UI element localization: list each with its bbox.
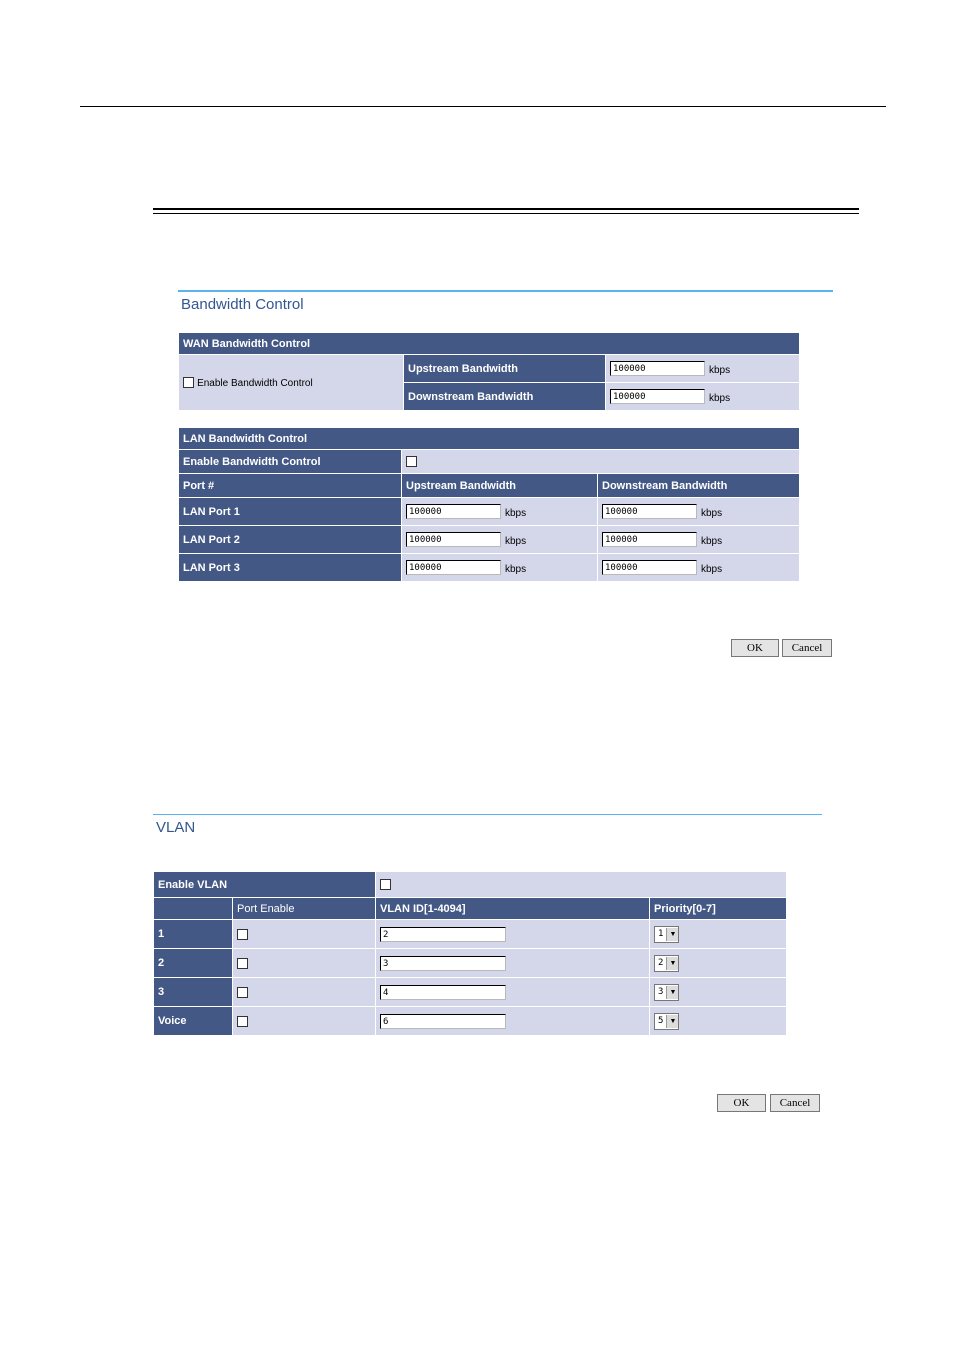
lan-port-label: LAN Port 1: [179, 498, 402, 526]
vlan-ok-button[interactable]: OK: [717, 1094, 766, 1112]
lan-upstream-input[interactable]: 100000: [406, 504, 501, 519]
bandwidth-title-bar: [178, 290, 833, 292]
lan-upstream-cell: [402, 498, 598, 526]
wan-upstream-label: Upstream Bandwidth: [404, 355, 606, 383]
priority-value: 1: [658, 929, 664, 939]
vlan-port-enable-cell: [233, 978, 376, 1007]
vlan-col-port: [154, 898, 233, 920]
lan-downstream-cell: [598, 554, 800, 582]
lan-col-upstream: Upstream Bandwidth: [402, 474, 598, 498]
lan-downstream-input[interactable]: 100000: [602, 532, 697, 547]
priority-select[interactable]: [654, 1013, 679, 1030]
table-row: [179, 554, 800, 582]
priority-select[interactable]: [654, 926, 679, 943]
unit-label: kbps: [505, 536, 527, 547]
priority-value: 2: [658, 958, 664, 968]
priority-cell: [650, 1007, 787, 1036]
vlan-col-port-enable: Port Enable: [233, 898, 376, 920]
wan-enable-checkbox[interactable]: [183, 377, 194, 388]
wan-enable-cell: [179, 355, 404, 411]
vlan-title-bar: [153, 814, 822, 815]
priority-cell: [650, 920, 787, 949]
port-enable-checkbox[interactable]: [237, 987, 248, 998]
lan-port-label: LAN Port 2: [179, 526, 402, 554]
wan-downstream-input[interactable]: 100000: [610, 389, 705, 404]
vlan-port-label: 3: [154, 978, 233, 1007]
lan-port-label: LAN Port 3: [179, 554, 402, 582]
vlan-id-cell: [376, 949, 650, 978]
table-row: [154, 920, 787, 949]
chevron-down-icon: ▼: [666, 986, 678, 999]
unit-label: kbps: [701, 536, 723, 547]
chevron-down-icon: ▼: [666, 957, 678, 970]
priority-select[interactable]: [654, 955, 679, 972]
vlan-enable-cell: [376, 872, 787, 898]
vlan-id-input[interactable]: 4: [380, 985, 506, 1000]
unit-label: kbps: [505, 508, 527, 519]
vlan-enable-checkbox[interactable]: [380, 879, 391, 890]
vlan-port-enable-cell: [233, 949, 376, 978]
priority-cell: [650, 978, 787, 1007]
wan-downstream-cell: [606, 383, 800, 411]
vlan-col-vlan-id: VLAN ID[1-4094]: [376, 898, 650, 920]
vlan-id-cell: [376, 920, 650, 949]
lan-downstream-input[interactable]: 100000: [602, 504, 697, 519]
lan-upstream-cell: [402, 526, 598, 554]
table-row: [154, 978, 787, 1007]
vlan-port-enable-cell: [233, 920, 376, 949]
priority-value: 5: [658, 1016, 664, 1026]
vlan-id-cell: [376, 978, 650, 1007]
wan-upstream-unit: kbps: [709, 365, 731, 376]
bandwidth-cancel-button[interactable]: Cancel: [782, 639, 832, 657]
wan-upstream-cell: [606, 355, 800, 383]
wan-header: WAN Bandwidth Control: [179, 333, 800, 355]
table-row: [154, 1007, 787, 1036]
vlan-port-enable-cell: [233, 1007, 376, 1036]
vlan-id-input[interactable]: 3: [380, 956, 506, 971]
table-row: [179, 526, 800, 554]
lan-downstream-cell: [598, 526, 800, 554]
wan-downstream-label: Downstream Bandwidth: [404, 383, 606, 411]
lan-downstream-cell: [598, 498, 800, 526]
priority-value: 3: [658, 987, 664, 997]
vlan-port-label: Voice: [154, 1007, 233, 1036]
wan-downstream-unit: kbps: [709, 393, 731, 404]
lan-col-downstream: Downstream Bandwidth: [598, 474, 800, 498]
lan-upstream-input[interactable]: 100000: [406, 532, 501, 547]
vlan-port-label: 1: [154, 920, 233, 949]
bandwidth-ok-button[interactable]: OK: [731, 639, 779, 657]
lan-downstream-input[interactable]: 100000: [602, 560, 697, 575]
page-top-rule: [80, 106, 886, 107]
unit-label: kbps: [701, 564, 723, 575]
wan-enable-label: Enable Bandwidth Control: [197, 377, 313, 389]
port-enable-checkbox[interactable]: [237, 958, 248, 969]
unit-label: kbps: [701, 508, 723, 519]
section-double-rule: [153, 208, 859, 214]
chevron-down-icon: ▼: [666, 1015, 678, 1028]
unit-label: kbps: [505, 564, 527, 575]
wan-upstream-input[interactable]: 100000: [610, 361, 705, 376]
bandwidth-control-title: Bandwidth Control: [181, 296, 304, 313]
vlan-col-priority: Priority[0-7]: [650, 898, 787, 920]
vlan-id-input[interactable]: 2: [380, 927, 506, 942]
table-row: [179, 498, 800, 526]
lan-enable-label: Enable Bandwidth Control: [179, 450, 402, 474]
priority-select[interactable]: [654, 984, 679, 1001]
priority-cell: [650, 949, 787, 978]
chevron-down-icon: ▼: [666, 928, 678, 941]
lan-header: LAN Bandwidth Control: [179, 428, 800, 450]
vlan-cancel-button[interactable]: Cancel: [770, 1094, 820, 1112]
vlan-title: VLAN: [156, 819, 196, 836]
vlan-id-cell: [376, 1007, 650, 1036]
lan-enable-checkbox[interactable]: [406, 456, 417, 467]
lan-bandwidth-table: [178, 427, 800, 582]
vlan-port-label: 2: [154, 949, 233, 978]
lan-enable-cell: [402, 450, 800, 474]
port-enable-checkbox[interactable]: [237, 929, 248, 940]
lan-col-port: Port #: [179, 474, 402, 498]
lan-upstream-input[interactable]: 100000: [406, 560, 501, 575]
port-enable-checkbox[interactable]: [237, 1016, 248, 1027]
vlan-table: [153, 871, 787, 1036]
vlan-id-input[interactable]: 6: [380, 1014, 506, 1029]
vlan-enable-label: Enable VLAN: [154, 872, 376, 898]
lan-upstream-cell: [402, 554, 598, 582]
table-row: [154, 949, 787, 978]
wan-bandwidth-table: [178, 332, 800, 411]
